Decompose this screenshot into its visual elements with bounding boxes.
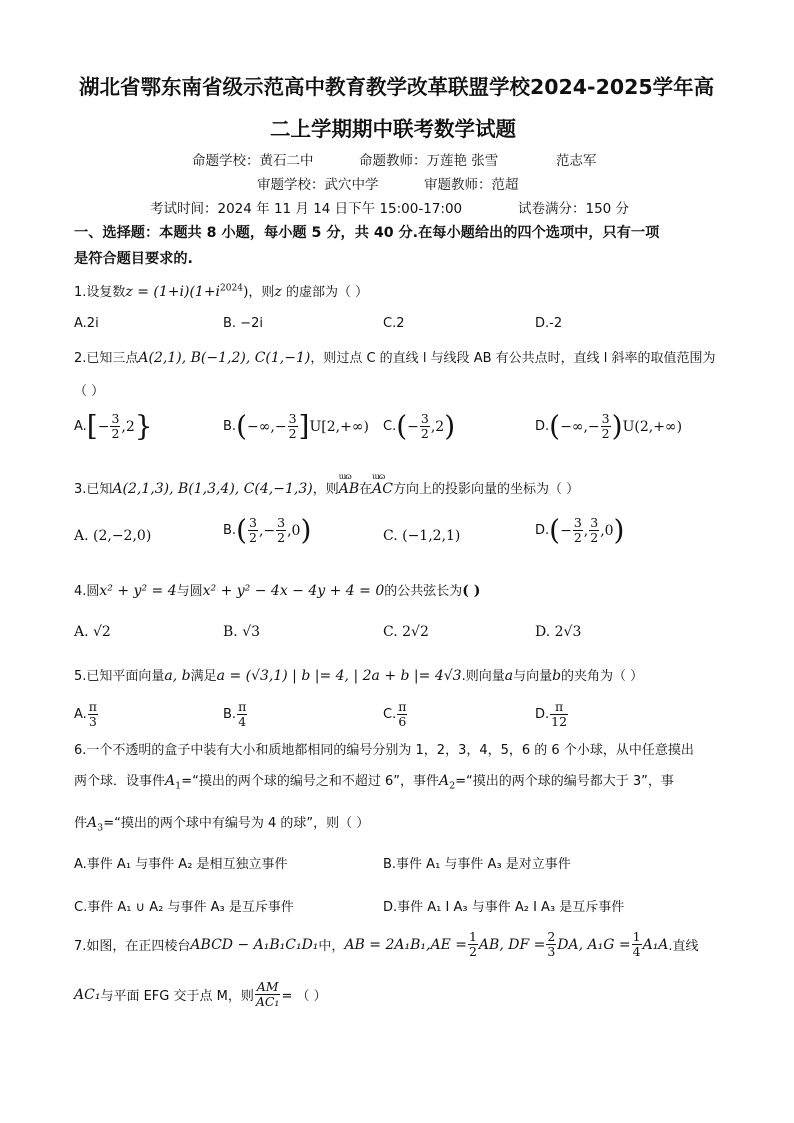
q1-option-d[interactable]: D.-2 [535, 316, 563, 331]
q2-option-d[interactable]: D.(−∞,− $\frac{3}{2}$ )U(2,+∞) [535, 409, 683, 443]
question-1: 1.设复数$z = (1+i)(1+i^{2024})$，则z 的虚部为（ ） [74, 283, 369, 300]
q6-option-a[interactable]: A.事件 A₁ 与事件 A₂ 是相互独立事件 [74, 857, 288, 872]
q2-option-c[interactable]: C.(− $\frac{3}{2}$ ,2) [383, 409, 456, 443]
question-3: 3.已知A(2,1,3), B(1,3,4), C(4,−1,3)，则 ɯɷ AB在 ɯɷ AC方向上的投影向量的坐标为（ ） [74, 472, 580, 497]
q4-circle-1: x² + y² = 4 [99, 583, 177, 599]
question-5: 5.已知平面向量a, b满足a = (√3,1) | b |= 4, | 2a + b |= 4√3.则向量a与向量b的夹角为（ ） [74, 668, 644, 684]
q3-option-c[interactable]: C. (−1,2,1) [383, 528, 461, 544]
proposer-teachers: 命题教师：万莲艳 张雪 [359, 153, 499, 169]
proposer-school: 命题学校：黄石二中 [192, 153, 314, 169]
proposer-teacher-extra: 范志军 [556, 153, 597, 169]
q4-circle-2: x² + y² − 4x − 4y + 4 = 0 [202, 583, 385, 599]
reviewer-teacher: 审题教师：范超 [424, 177, 519, 193]
q4-option-b[interactable]: B. √3 [223, 624, 261, 640]
q5-option-a[interactable]: A. $\frac{\pi}{3}$ [74, 699, 98, 729]
q4-option-a[interactable]: A. √2 [74, 624, 111, 640]
q1-prefix: 1.设复数 [74, 285, 126, 300]
question-6-line-1: 6.一个不透明的盒子中装有大小和质地都相同的编号分别为 1，2，3，4，5，6 的 6 个小球，从中任意摸出 [74, 743, 694, 758]
section-heading-line-2: 是符合题目要求的. [74, 251, 193, 267]
q6-option-c[interactable]: C.事件 A₁ ∪ A₂ 与事件 A₃ 是互斥事件 [74, 900, 294, 915]
q5-vectors: a, b [164, 668, 191, 684]
q1-option-a[interactable]: A.2i [74, 316, 99, 331]
question-6-line-2: 两个球．设事件$A_1=“$摸出的两个球的编号之和不超过 6”，事件$A_2=“$摸出的两个球的编号都大于 3”，事 [74, 773, 674, 792]
q3-option-d[interactable]: D.(− $\frac{3}{2}$ , $\frac{3}{2}$ ,0) [535, 513, 625, 547]
q6-option-b[interactable]: B.事件 A₁ 与事件 A₃ 是对立事件 [383, 857, 571, 872]
question-7-line-1: 7.如图，在正四棱台ABCD − A₁B₁C₁D₁中，AB = 2A₁B₁,AE = $\frac{1}{2}$ AB, DF = $\frac{2}{3}$ DA, A₁G = $\frac{1}{4}$ A₁A.直线 [74, 929, 699, 959]
q3-vector-ab: ɯɷ AB [338, 472, 360, 497]
q3-option-b[interactable]: B.( $\frac{3}{2}$ ,− $\frac{3}{2}$ ,0) [223, 513, 312, 547]
section-heading-line-1: 一、选择题：本题共 8 小题，每小题 5 分，共 40 分.在每小题给出的四个选项中，只有一项 [74, 225, 660, 241]
q3-option-a[interactable]: A. (2,−2,0) [74, 528, 152, 544]
q2-points: A(2,1), B(−1,2), C(1,−1) [138, 350, 311, 366]
q5-condition: a = (√3,1) | b |= 4, | 2a + b |= 4√3 [216, 668, 462, 684]
q5-option-c[interactable]: C. $\frac{\pi}{6}$ [383, 699, 407, 729]
question-7-line-2: AC₁与平面 EFG 交于点 M，则 $\frac{AM}{\text{AC₁}}$ = （ ） [74, 979, 327, 1009]
q1-exponent: 2024 [220, 283, 243, 294]
question-4: 4.圆x² + y² = 4与圆x² + y² − 4x − 4y + 4 = 0的公共弦长为( ) [74, 583, 481, 599]
q1-tail: 的虚部为（ ） [281, 285, 369, 300]
q1-expression: z = (1+i)(1+i [125, 284, 221, 300]
reviewer-school: 审题学校：武穴中学 [257, 177, 379, 193]
q4-option-c[interactable]: C. 2√2 [383, 624, 429, 640]
q5-option-d[interactable]: D. $\frac{\pi}{12}$ [535, 699, 568, 729]
full-score: 试卷满分：150 分 [518, 201, 630, 217]
title-line-2: 二上学期期中联考数学试题 [270, 117, 516, 141]
q3-points: A(2,1,3), B(1,3,4), C(4,−1,3) [112, 481, 313, 497]
question-2-line-1: 2.已知三点A(2,1), B(−1,2), C(1,−1)，则过点 C 的直线 l 与线段 AB 有公共点时，直线 l 斜率的取值范围为 [74, 350, 716, 366]
q4-option-d[interactable]: D. 2√3 [535, 624, 582, 640]
q2-option-b[interactable]: B.(−∞,− $\frac{3}{2}$ ]U[2,+∞) [223, 409, 369, 443]
exam-time: 考试时间：2024 年 11 月 14 日下午 15:00-17:00 [150, 201, 463, 217]
q1-option-b[interactable]: B. −2i [223, 316, 263, 331]
q6-option-d[interactable]: D.事件 A₁ I A₃ 与事件 A₂ I A₃ 是互斥事件 [383, 900, 625, 915]
q1-option-c[interactable]: C.2 [383, 316, 405, 331]
q3-vector-ac: ɯɷ AC [372, 472, 393, 497]
title-line-1: 湖北省鄂东南省级示范高中教育教学改革联盟学校2024-2025学年高 [79, 75, 715, 99]
question-2-line-2: （ ） [74, 384, 105, 399]
q2-option-a[interactable]: A.[− $\frac{3}{2}$ ,2} [74, 409, 153, 443]
q1-z: z [274, 284, 282, 300]
question-6-line-3: 件$A_3=“$摸出的两个球中有编号为 4 的球”，则（ ） [74, 815, 370, 834]
q5-option-b[interactable]: B. $\frac{\pi}{4}$ [223, 699, 247, 729]
q1-suffix: ，则 [248, 285, 275, 300]
